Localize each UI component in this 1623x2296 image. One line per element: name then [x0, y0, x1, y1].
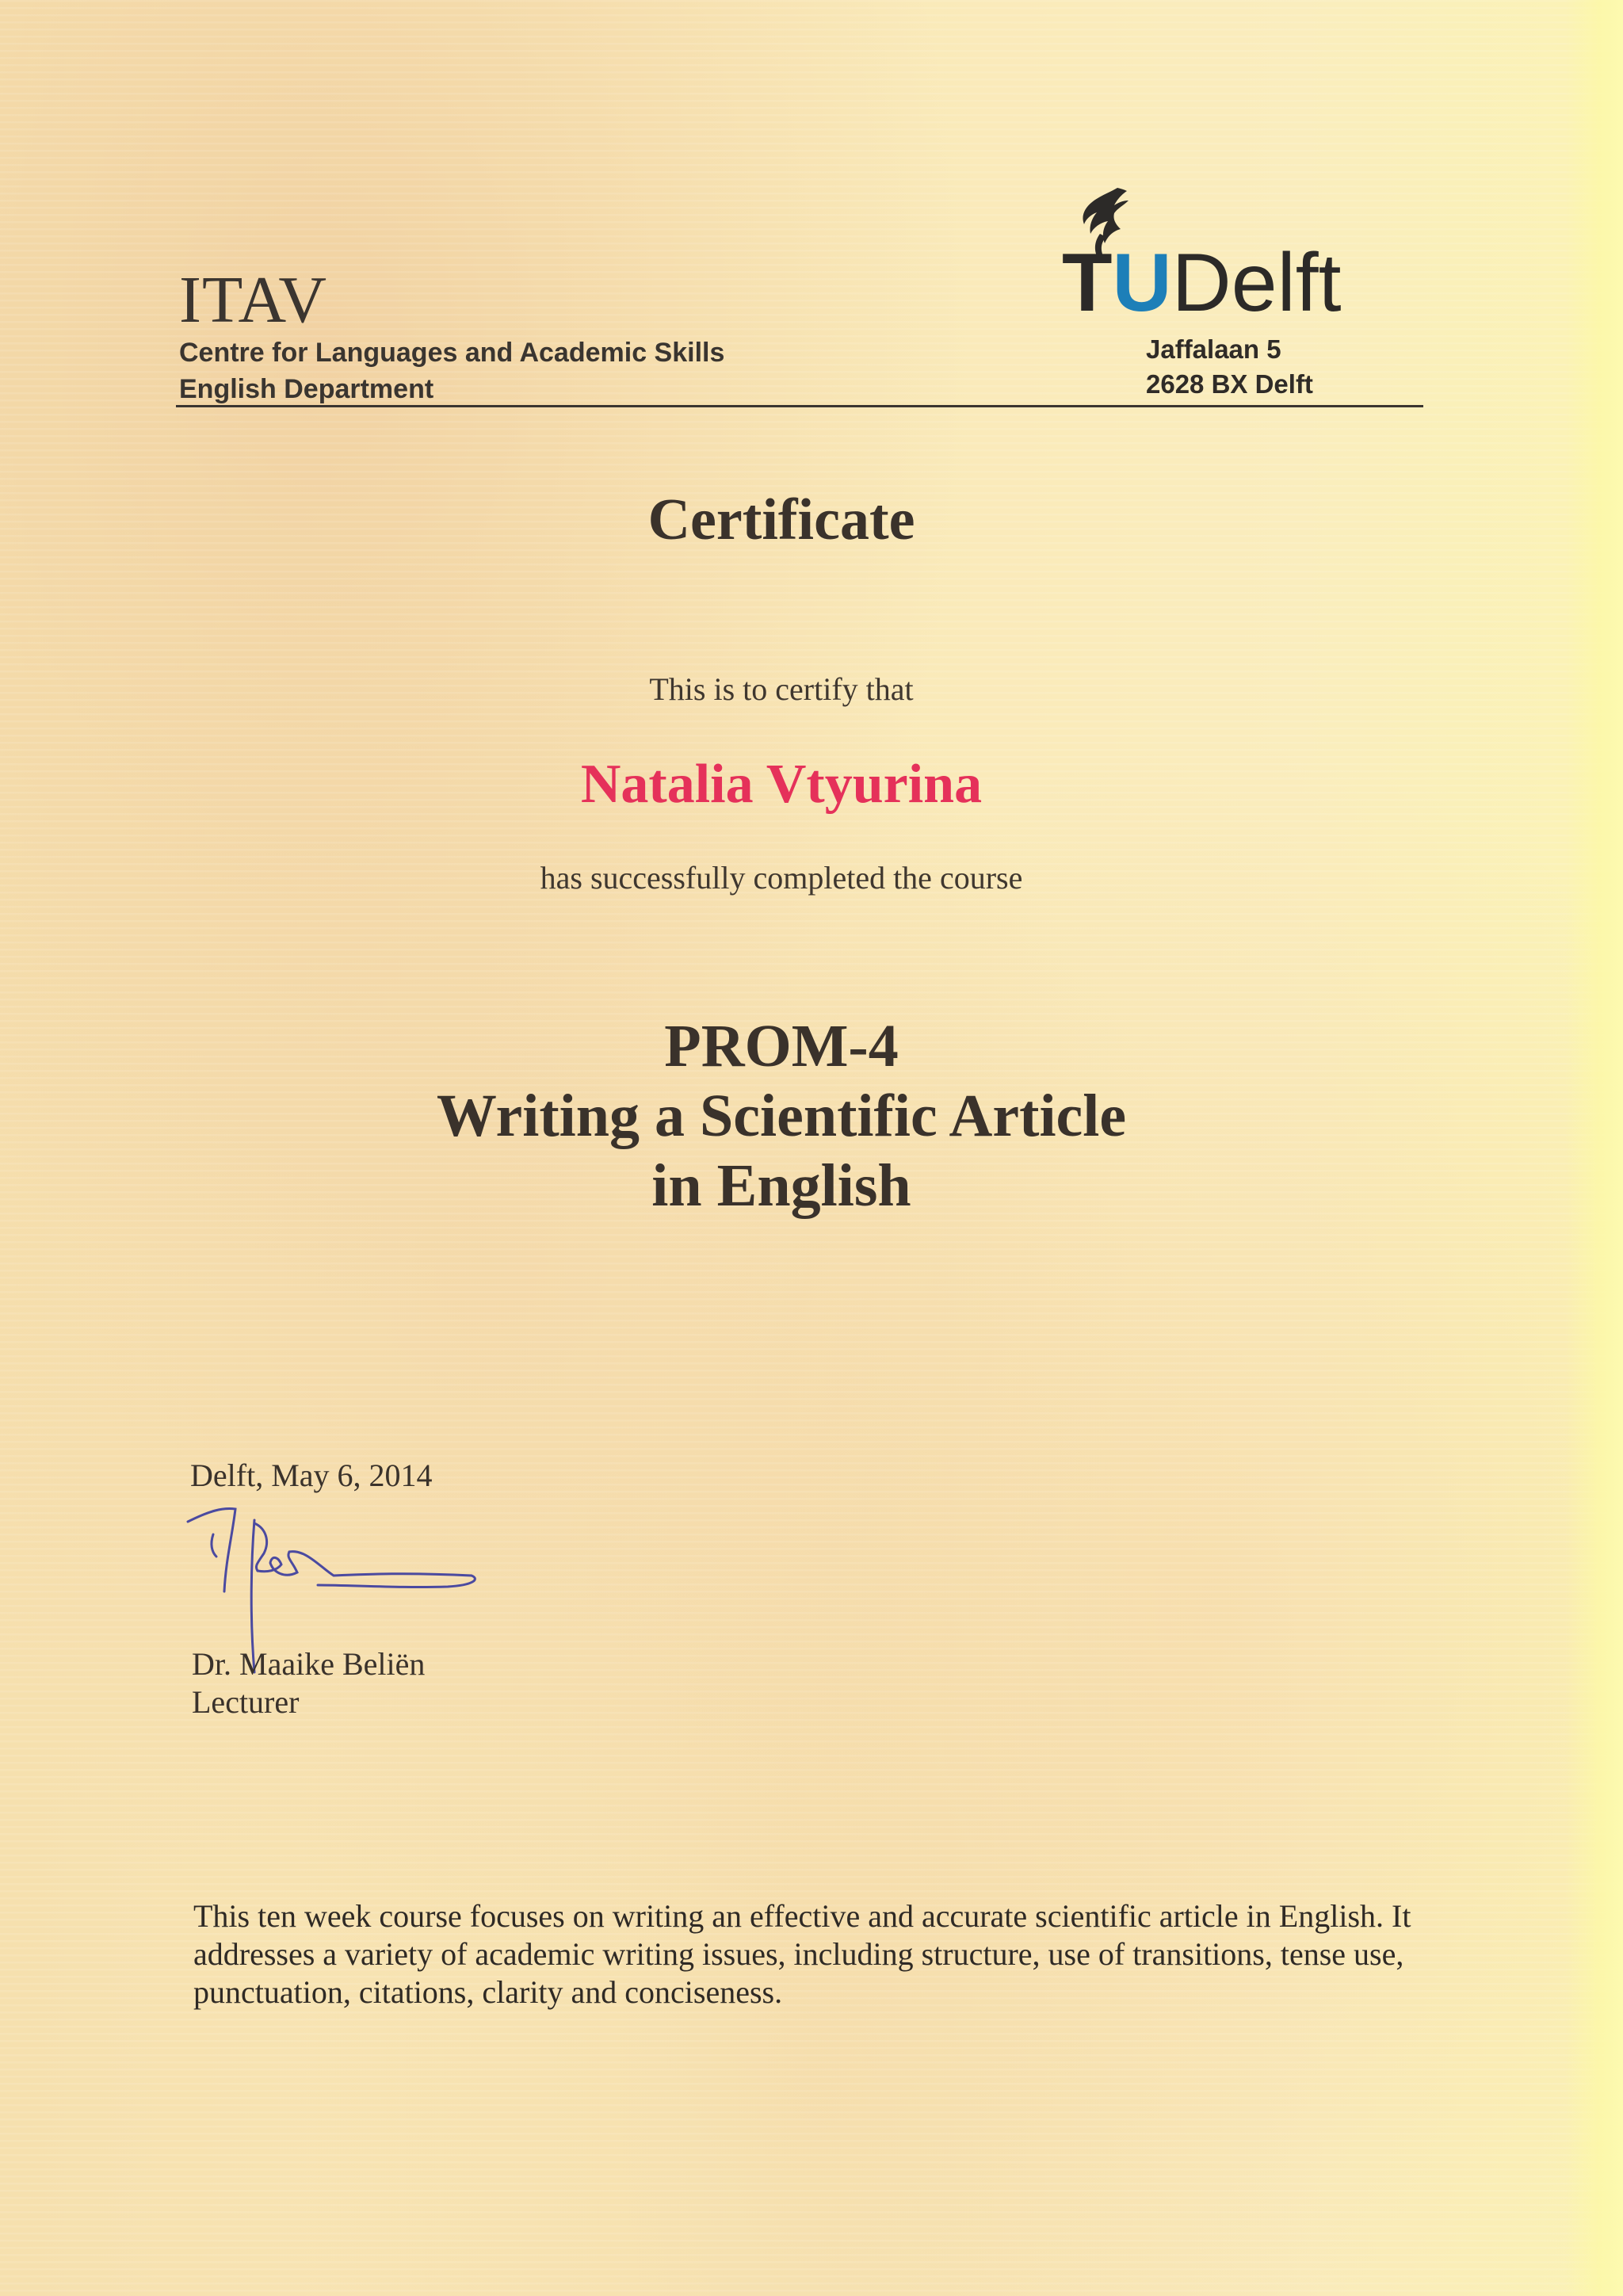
- course-title-line-2: in English: [651, 1152, 911, 1219]
- address-line-2: 2628 BX Delft: [1146, 369, 1313, 399]
- certify-intro: This is to certify that: [649, 671, 914, 707]
- certificate-title: Certificate: [647, 487, 915, 552]
- department-line-1: Centre for Languages and Academic Skills: [179, 338, 725, 368]
- tu-delft-logo: [1062, 237, 1342, 329]
- course-title-line-1: Writing a Scientific Article: [436, 1083, 1127, 1149]
- logo-letter-u: U: [1112, 237, 1172, 329]
- org-name: ITAV: [179, 263, 328, 337]
- logo-letter-t: T: [1062, 237, 1113, 329]
- logo-word-delft: Delft: [1171, 237, 1342, 329]
- department-line-2: English Department: [179, 374, 434, 404]
- signer-role: Lecturer: [192, 1684, 300, 1720]
- signer-name: Dr. Maaike Beliën: [192, 1646, 426, 1682]
- address-line-1: Jaffalaan 5: [1146, 334, 1281, 364]
- place-date: Delft, May 6, 2014: [190, 1457, 433, 1493]
- course-description: This ten week course focuses on writing an effective and accurate scientific article in English. It addresses a variety of academic writing issues, including structure, use of transitions, tense use, punctuation, citations, clarity and conciseness.: [193, 1898, 1411, 2010]
- recipient-name: Natalia Vtyurina: [580, 754, 983, 815]
- completed-text: has successfully completed the course: [540, 860, 1023, 896]
- header-divider: [176, 405, 1423, 407]
- course-code: PROM-4: [664, 1013, 899, 1079]
